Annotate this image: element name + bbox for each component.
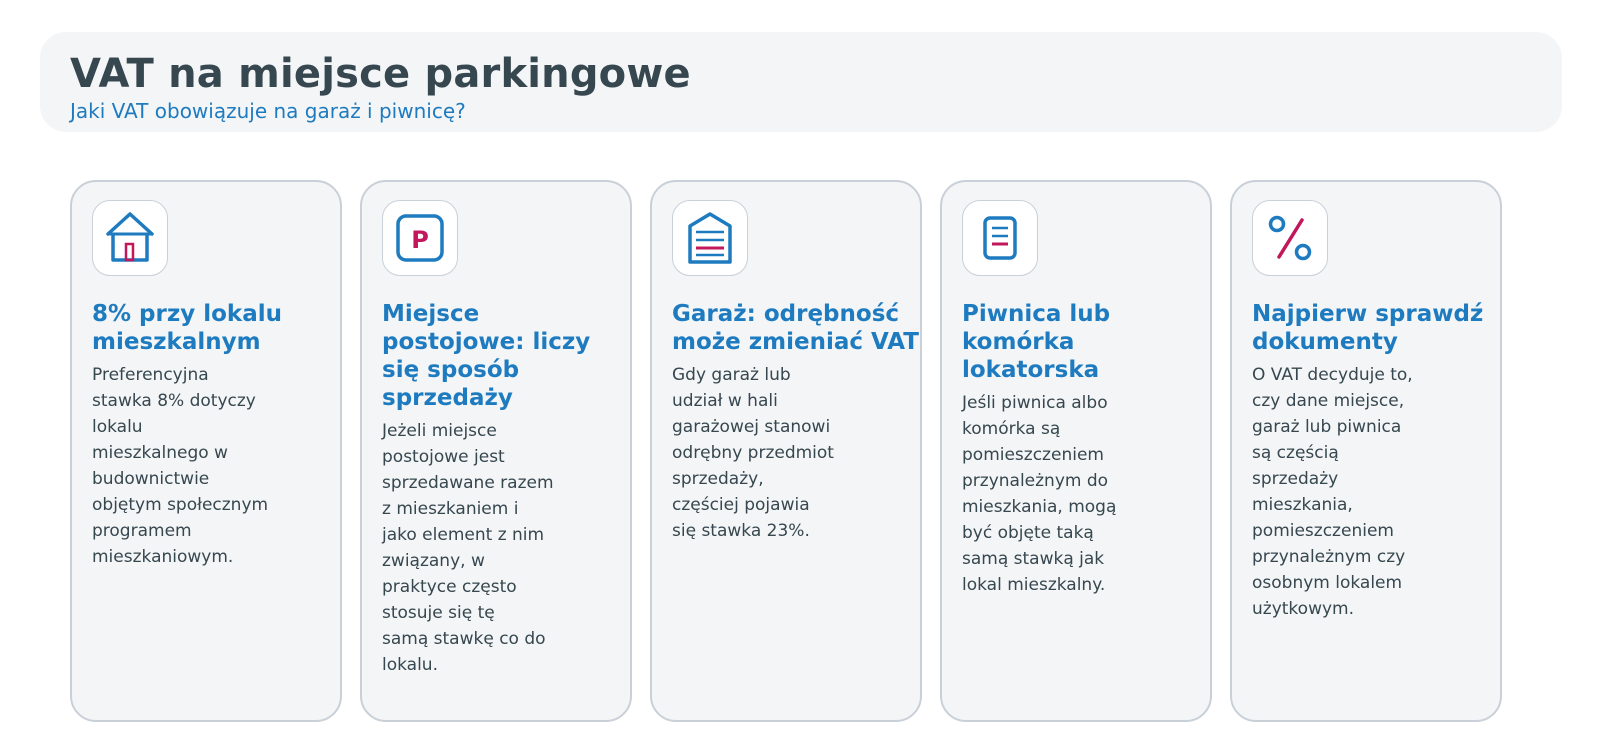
card-text-line: lokalu. (382, 655, 438, 675)
card-text-line: sprzedawane razem (382, 473, 554, 493)
document-icon (972, 210, 1028, 266)
garage-icon (682, 210, 738, 266)
card-text-line: mieszkania, mogą (962, 497, 1117, 517)
card-text-line: być objęte taką (962, 523, 1094, 543)
card-text (92, 362, 320, 570)
card-text-line: lokalu (92, 417, 143, 437)
card-text-line: sprzedaży (1252, 469, 1339, 489)
card-text-line: budownictwie (92, 469, 210, 489)
icon-box (382, 200, 458, 276)
header-banner (40, 32, 1562, 132)
card-residential-rate (70, 180, 342, 722)
card-text-line: objętym społecznym (92, 495, 269, 515)
card-text-line: stawka 8% dotyczy (92, 391, 256, 411)
card-text-line: przynależnym do (962, 471, 1109, 491)
card-text-line: Jeśli piwnica albo (962, 393, 1108, 413)
card-text-line: jako element z nim (382, 525, 545, 545)
card-text (382, 418, 610, 678)
card-text-line: są częścią (1252, 443, 1339, 463)
card-garage (650, 180, 922, 722)
card-text (1252, 362, 1480, 622)
card-text-line: z mieszkaniem i (382, 499, 519, 519)
card-text-line: przynależnym czy (1252, 547, 1406, 567)
card-text-line: czy dane miejsce, (1252, 391, 1405, 411)
parking-sign-icon (392, 210, 448, 266)
card-text (672, 362, 900, 544)
card-title: 8% przy lokalu mieszkalnym (92, 301, 283, 355)
card-check-documents (1230, 180, 1502, 722)
card-text-line: pomieszczeniem (1252, 521, 1394, 541)
card-text-line: komórka są (962, 419, 1061, 439)
card-title: Garaż: odrębność może zmieniać VAT (672, 301, 919, 355)
card-text-line: mieszkaniowym. (92, 547, 234, 567)
card-text-line: pomieszczeniem (962, 445, 1104, 465)
house-icon (102, 210, 158, 266)
cards-row (70, 180, 1530, 722)
card-title: Najpierw sprawdź dokumenty (1252, 301, 1484, 355)
card-text-line: Jeżeli miejsce (382, 421, 497, 441)
card-text-line: samą stawką jak (962, 549, 1105, 569)
card-text-line: odrębny przedmiot (672, 443, 834, 463)
card-text-line: częściej pojawia (672, 495, 810, 515)
page-title: VAT na miejsce parkingowe (70, 51, 691, 97)
card-text-line: Gdy garaż lub (672, 365, 791, 385)
card-text-line: programem (92, 521, 192, 541)
card-text-line: lokal mieszkalny. (962, 575, 1106, 595)
card-text-line: Preferencyjna (92, 365, 209, 385)
card-text-line: mieszkania, (1252, 495, 1353, 515)
page-subtitle: Jaki VAT obowiązuje na garaż i piwnicę? (70, 99, 466, 123)
card-text-line: samą stawkę co do (382, 629, 546, 649)
card-text-line: się stawka 23%. (672, 521, 810, 541)
icon-box (672, 200, 748, 276)
card-text-line: użytkowym. (1252, 599, 1354, 619)
card-text-line: udział w hali (672, 391, 778, 411)
icon-box (962, 200, 1038, 276)
card-text-line: garaż lub piwnica (1252, 417, 1402, 437)
card-basement (940, 180, 1212, 722)
card-text-line: O VAT decyduje to, (1252, 365, 1413, 385)
card-text-line: praktyce często (382, 577, 517, 597)
icon-box (1252, 200, 1328, 276)
percent-icon (1262, 210, 1318, 266)
card-text-line: mieszkalnego w (92, 443, 228, 463)
card-title: Piwnica lub komórka lokatorska (962, 301, 1111, 383)
card-parking-space (360, 180, 632, 722)
card-text-line: osobnym lokalem (1252, 573, 1403, 593)
card-text-line: stosuje się tę (382, 603, 495, 623)
parking-letter: P (411, 226, 429, 254)
card-text-line: garażowej stanowi (672, 417, 831, 437)
icon-box (92, 200, 168, 276)
card-text-line: postojowe jest (382, 447, 505, 467)
card-title: Miejsce postojowe: liczy się sposób sprzedaży (382, 301, 591, 411)
card-text (962, 390, 1190, 598)
card-text-line: związany, w (382, 551, 485, 571)
card-text-line: sprzedaży, (672, 469, 764, 489)
